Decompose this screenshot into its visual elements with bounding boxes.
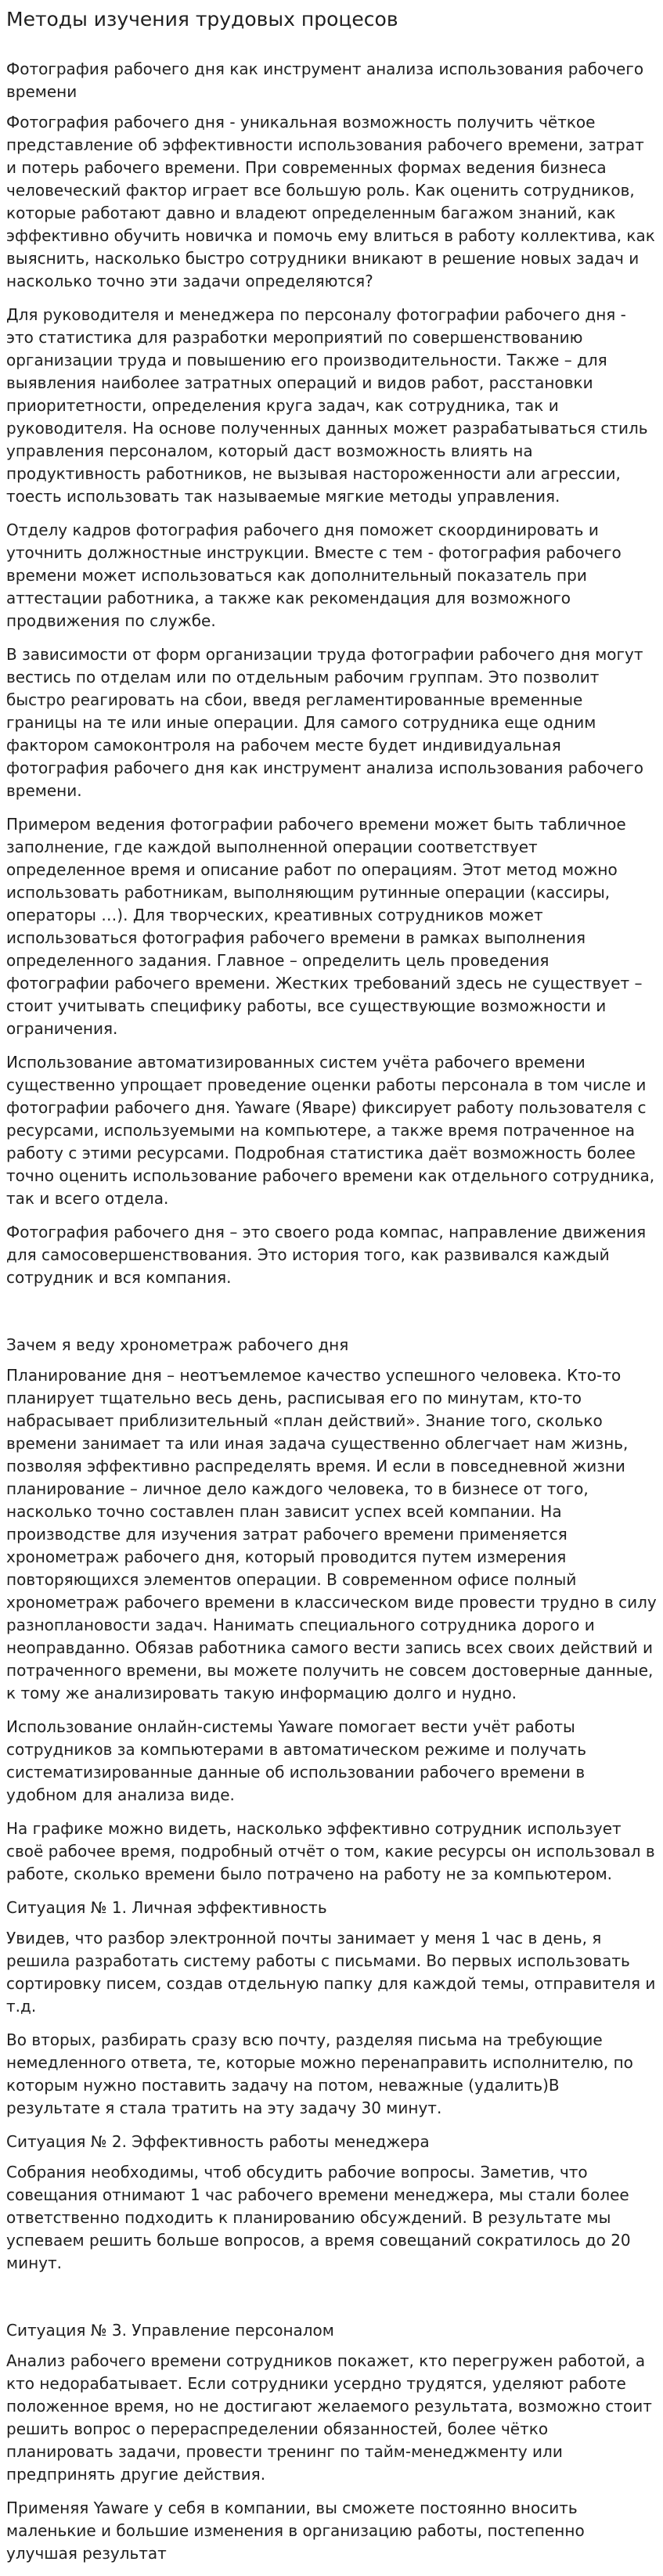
paragraph: Для руководителя и менеджера по персоналу фотографии рабочего дня - это статистика для разработки мероприятий по совершенствованию организации труда и повышению его производительности. Также – для выявления наиболее затратных операций и видов работ, расстановки приоритетности, определения круга задач, как сотрудника, так и руководителя. На основе полученных данных может разрабатываться стиль управления персоналом, который даст возможность влиять на продуктивность работников, не вызывая настороженности али агрессии, тоесть использовать так называемые мягкие методы управления.	[6, 305, 648, 506]
section-heading: Зачем я веду хронометраж рабочего дня	[6, 1335, 349, 1354]
section-heading: Ситуация № 2. Эффективность работы менеджера	[6, 2132, 430, 2151]
section-heading: Ситуация № 3. Управление персоналом	[6, 2321, 334, 2340]
paragraph: Собрания необходимы, чтоб обсудить рабочие вопросы. Заметив, что совещания отнимают 1 час рабочего времени менеджера, мы стали более ответственно подходить к планированию обсуждений. В результате мы успеваем решить больше вопросов, а время совещаний сократилось до 20 минут.	[6, 2163, 631, 2272]
section-situation-1	[6, 1897, 657, 2120]
paragraph: Использование автоматизированных систем учёта рабочего времени существенно упрощает проведение оценки работы персонала в том числе и фотографии рабочего дня. Yaware (Яваре) фиксирует работу пользователя с ресурсами, используемыми на компьютере, а также время потраченное на работу с этими ресурсами. Подробная статистика даёт возможность более точно оценить использование рабочего времени как отдельного сотрудника, так и всего отдела.	[6, 1053, 655, 1208]
paragraph: Применяя Yaware у себя в компании, вы сможете постоянно вносить маленькие и большие изменения в организацию работы, постепенно улучшая результат	[6, 2499, 585, 2563]
paragraph: В зависимости от форм организации труда фотографии рабочего дня могут вестись по отделам или по отдельным рабочим группам. Это позволит быстро реагировать на сбои, введя регламентированные временные границы на те или иные операции. Для самого сотрудника еще одним фактором самоконтроля на рабочем месте будет индивидуальная фотография рабочего дня как инструмент анализа использования рабочего времени.	[6, 645, 643, 800]
article	[0, 7, 663, 2565]
paragraph: Во вторых, разбирать сразу всю почту, разделяя письма на требующие немедленного ответа, те, которые можно перенаправить исполнителю, по которым нужно поставить задачу на потом, неважные (удалить)В результате я стала тратить на эту задачу 30 минут.	[6, 2030, 633, 2117]
section-timekeeping	[6, 1334, 657, 1886]
paragraph: Примером ведения фотографии рабочего времени может быть табличное заполнение, где каждой выполненной операции соответствует определенное время и описание работ по операциям. Этот метод можно использовать работникам, выполняющим рутинные операции (кассиры, операторы …). Для творческих, креативных сотрудников может использоваться фотография рабочего времени в рамках выполнения определенного задания. Главное – определить цель проведения фотографии рабочего времени. Жестких требований здесь не существует – стоит учитывать специфику работы, все существующие возможности и ограничения.	[6, 815, 643, 1038]
paragraph: На графике можно видеть, насколько эффективно сотрудник использует своё рабочее время, подробный отчёт о том, какие ресурсы он использовал в работе, сколько времени было потрачено на работу не за компьютером.	[6, 1819, 655, 1883]
paragraph: Анализ рабочего времени сотрудников покажет, кто перегружен работой, а кто недорабатывает. Если сотрудники усердно трудятся, уделяют работе положенное время, но не достигают желаемого результата, возможно стоит решить вопрос о перераспределении обязанностей, более чётко планировать задачи, провести тренинг по тайм-менеджменту или предпринять другие действия.	[6, 2351, 652, 2484]
page-title: Методы изучения трудовых процесов	[6, 8, 398, 31]
paragraph: Фотография рабочего дня - уникальная возможность получить чёткое представление об эффективности использования рабочего времени, затрат и потерь рабочего времени. При современных формах ведения бизнеса человеческий фактор играет все большую роль. Как оценить сотрудников, которые работают давно и владеют определенным багажом знаний, как эффективно обучить новичка и помочь ему влиться в работу коллектива, как выяснить, насколько быстро сотрудники вникают в решение новых задач и насколько точно эти задачи определяются?	[6, 113, 655, 290]
section-heading: Фотография рабочего дня как инструмент анализа использования рабочего времени	[6, 59, 644, 101]
paragraph: Использование онлайн-системы Yaware помогает вести учёт работы сотрудников за компьютерами в автоматическом режиме и получать систематизированные данные об использовании рабочего времени в удобном для анализа виде.	[6, 1717, 586, 1804]
paragraph: Увидев, что разбор электронной почты занимает у меня 1 час в день, я решила разработать систему работы с письмами. Во первых использовать сортировку писем, создав отдельную папку для каждой темы, отправителя и т.д.	[6, 1929, 656, 2016]
section-photo-of-workday	[6, 58, 657, 1289]
spacer	[6, 1300, 657, 1334]
paragraph: Отделу кадров фотография рабочего дня поможет скоординировать и уточнить должностные инструкции. Вместе с тем - фотография рабочего времени может использоваться как дополнительный показатель при аттестации работника, а также как рекомендация для возможного продвижения по службе.	[6, 521, 622, 630]
section-situation-3	[6, 2319, 657, 2565]
spacer	[6, 2286, 657, 2319]
section-situation-2	[6, 2131, 657, 2275]
paragraph: Фотография рабочего дня – это своего рода компас, направление движения для самосовершенствования. Это история того, как развивался каждый сотрудник и вся компания.	[6, 1223, 647, 1287]
paragraph: Планирование дня – неотъемлемое качество успешного человека. Кто-то планирует тщательно весь день, расписывая его по минутам, кто-то набрасывает приблизительный «план действий». Знание того, сколько времени занимает та или иная задача существенно облегчает нам жизнь, позволяя эффективно распределять время. И если в повседневной жизни планирование – личное дело каждого человека, то в бизнесе от того, насколько точно составлен план зависит успех всей компании. На производстве для изучения затрат рабочего времени применяется хронометраж рабочего дня, который проводится путем измерения повторяющихся элементов операции. В современном офисе полный хронометраж рабочего времени в классическом виде провести трудно в силу разноплановости задач. Нанимать специального сотрудника дорого и неоправданно. Обязав работника самого вести запись всех своих действий и потраченного времени, вы можете получить не совсем достоверные данные, к тому же анализировать такую информацию долго и нудно.	[6, 1366, 657, 1702]
section-heading: Ситуация № 1. Личная эффективность	[6, 1898, 327, 1917]
